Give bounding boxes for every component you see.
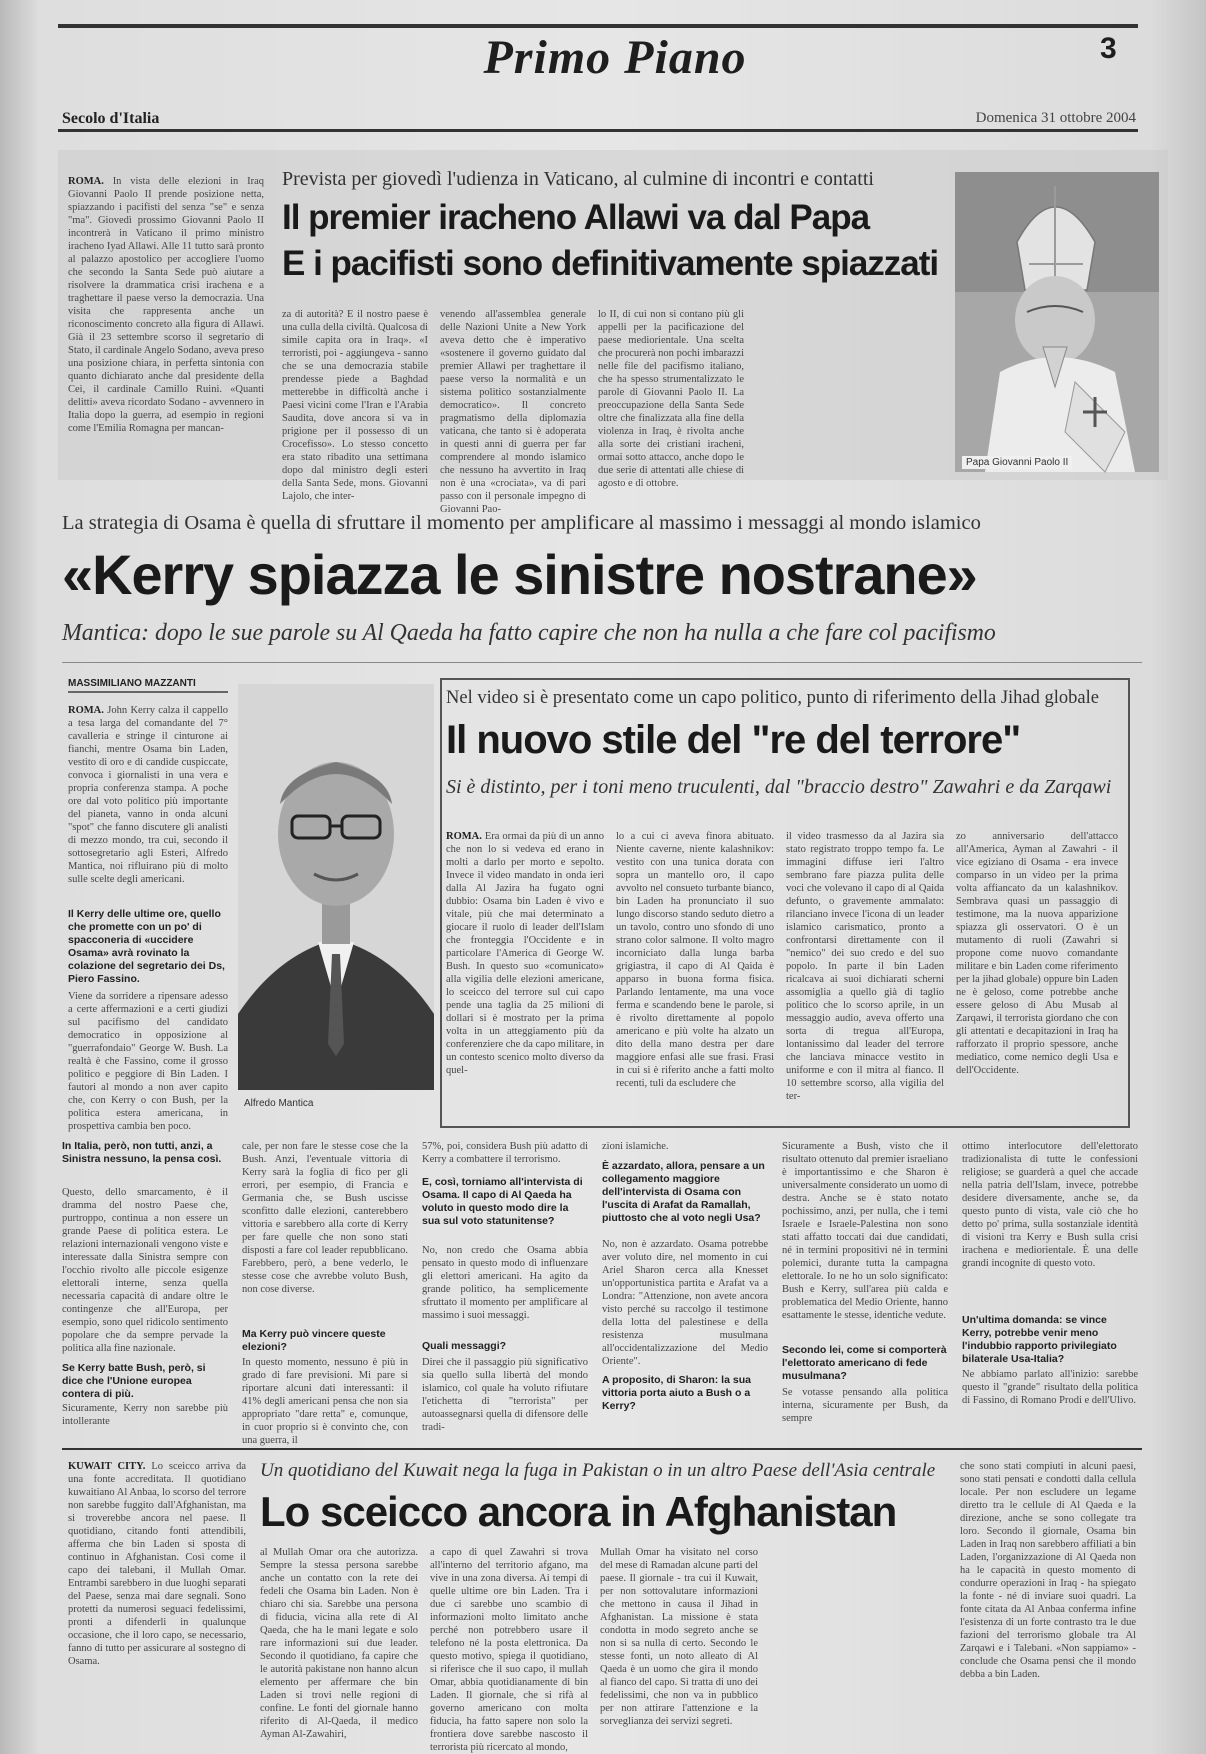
answer-5: No, non credo che Osama abbia pensato in questo modo di influenzare gli elettori americani. Ha agito da grande politico, ha semplicemente sfruttato il momento per amplificare al massimo i suoi messaggi. <box>422 1245 588 1321</box>
lead-text: Lo sceicco arriva da una fonte accreditata. Il quotidiano kuwaitiano Al Anbaa, lo scorso del terrore non sarebbe fuggito dall'Afghanistan, ma si troverebbe ancora nel paese. Il quotidiano, citando fonti attendibili, afferma che bin Laden si sposta di continuo in Afghanistan. Così come il capo dei talebani, il Mullah Omar. Entrambi sarebbero in due luoghi separati del Paese, senza mai dare segnali. Sono protetti da numerosi seguaci fedelissimi, pronti a difenderli in qualunque occasione, che il loro capo, se necessario, fanno di tutto per assicurare al sostegno di Osama. <box>68 1461 247 1667</box>
story1-kicker: Prevista per giovedì l'udienza in Vaticano, al culmine di incontri e contatti <box>282 168 874 190</box>
page-number: 3 <box>1100 32 1117 65</box>
question-10: Un'ultima domanda: se vince Kerry, potrebbe venir meno l'indubbio rapporto privilegiato bilaterale Usa-Italia? <box>962 1314 1117 1365</box>
story1-col4: lo II, di cui non si contano più gli appelli per la pacificazione del paese mediorientale. Una scelta che procurerà non pochi imbarazzi nelle file del pacifismo italiano, che ha spesso strumentalizzato le parole di Giovanni Paolo II. La preoccupazione della Santa Sede oltre che finalizzata alla fine della violenza in Iraq, è rivolta anche alla sorte dei cristiani iracheni, ormai sotto attacco, anche dopo le due serie di attentati alle chiese di agosto e di ottobre. <box>598 309 744 489</box>
lead-text: In vista delle elezioni in Iraq Giovanni Paolo II prende posizione netta, spiazzando i pacifisti del senza "se" e senza "ma". Giovedì prossimo Giovanni Paolo II incontrerà in Vaticano il primo ministro iracheno Iyad Allawi. Alle 11 tutto sarà pronto al palazzo apostolico per accogliere l'uomo che secondo la Santa Sede può aiutare a risolvere la drammatica crisi irachena e a traghettare il paese verso la democrazia. Una visita che rappresenta anche un riconoscimento concreto alla figura di Allawi. Già il 23 settembre scorso il segretario di Stato, il cardinale Angelo Sodano, aveva preso una posizione chiara, in perfetta sintonia con quanto dichiarato anche dal presidente della Cei, il cardinale Camillo Ruini. «Quanti delitti» aveva ricordato Sodano - avvennero in Italia dopo la guerra, ad esempio in regioni come l'Emilia Romagna per mancan- <box>68 176 264 434</box>
story1-headline-1: Il premier iracheno Allawi va dal Papa <box>282 198 870 237</box>
story3-col3: il video trasmesso da al Jazira sia stato registrato troppo tempo fa. Le immagini diffuse ieri l'altro sembrano fare piazza pulita delle voci che volevano il capo di al Qaida defunto, o gravemente ammalato: rilanciano invece l'icona di un leader islamico carismatico, pronto a confrontarsi direttamente con il "nemico" dei suo credo e del suo popolo. In parte il bin Laden ricalcava ai suoi dichiarati scherni assomiglia a quello già di taglio politico che lo scorso aprile, in un messaggio audio, aveva offerto una sorta di tregua all'Europa, lontanissimo dal leader del terrore che lanciava minacce vestito in uniforme e con il mitra al fianco. Il 10 settembre scorso, alla vigilia del ter- <box>786 831 944 1102</box>
story4-rule <box>62 1448 1142 1450</box>
question-6: Quali messaggi? <box>422 1340 507 1352</box>
story2-col2: cale, per non fare le stesse cose che la Bush. Anzi, l'eventuale vittoria di Kerry sarà la foglia di fico per gli errori, per esempio, di Francia e Germania che, se Bush uscisse sconfitto dalle elezioni, canterebbero vittoria e sarebbero alla corte di Kerry per fare quelle che non sono stati disposti a fare col leader repubblicano. Farebbero, però, a bene vederlo, le stesse cose che avrebbe voluto Bush, non cose diverse. <box>242 1141 408 1295</box>
answer-9: Se votasse pensando alla politica interna, sicuramente per Bush, da sempre <box>782 1387 948 1424</box>
story4-col4b <box>770 1546 946 1742</box>
story4-col2: al Mullah Omar ora che autorizza. Sempre la stessa persona sarebbe anche un contatto con la rete dei fedeli che Osama bin Laden. Non è chiaro chi sia. Sarebbe una persona di fiducia, vicina alla rete di Al Qaeda, che ha le mani legate e solo rare informazioni sui due leader. Secondo il quotidiano, fa capire che le autorità pakistane non hanno alcun elemento per affermare che bin Laden si trovi nelle regioni di confine. Le fonti del giornale hanno riferito di Al-Qaeda, il medico Ayman Al-Zawahiri, <box>260 1547 418 1740</box>
story4-kicker: Un quotidiano del Kuwait nega la fuga in Pakistan o in un altro Paese dell'Asia centrale <box>260 1460 936 1481</box>
dateline: ROMA. <box>446 831 482 842</box>
question-8: A proposito, di Sharon: la sua vittoria porta aiuto a Bush o a Kerry? <box>602 1374 751 1412</box>
story3-subhead: Si è distinto, per i toni meno truculenti, dal "braccio destro" Zawahri e da Zarqawi <box>446 776 1112 798</box>
story3-kicker: Nel video si è presentato come un capo politico, punto di riferimento della Jihad globale <box>446 688 1099 708</box>
story2-col3a: 57%, poi, considera Bush più adatto di Kerry a combattere il terrorismo. <box>422 1141 588 1165</box>
answer-6: Direi che il passaggio più significativo sia quello sulla libertà del mondo islamico, col quale ha voluto rifiutare l'etichetta di "terrorista" per autoassegnarsi quella di difensore delle tradi- <box>422 1357 588 1433</box>
story4-col5: che sono stati compiuti in alcuni paesi, sono stati pensati e condotti dalla cellula locale. Per non escludere un legame diretto tra le cellule di Al Qaeda e la direzione, anche se sono collegate tra loro. Secondo il giornale, Osama bin Laden in Iraq non sarebbero affiliati a bin Laden, l'organizzazione di Al Qaeda non ha le capacità in questo momento di condurre operazioni in Iraq - ha spiegato la fonte - né di inviare suoi quadri. La fonte citata da Al Anbaa conferma infine l'esistenza di un forte contrasto tra le due fazioni del terrorismo globale tra Al Zarqawi e i Talebani. «Non sappiamo» - conclude che Osama pensi che il mondo debba a bin Laden. <box>960 1461 1136 1680</box>
story4-lead <box>68 1460 246 1740</box>
question-5: E, così, torniamo all'intervista di Osama. Il capo di Al Qaeda ha voluto in questo modo dire la sua sul voto statunitense? <box>422 1176 583 1227</box>
story3-headline: Il nuovo stile del "re del terrore" <box>446 718 1021 762</box>
story3-col1 <box>446 830 604 1116</box>
newspaper-name: Secolo d'Italia <box>62 110 160 127</box>
question-1: Il Kerry delle ultime ore, quello che promette con un po' di spacconeria di «uccidere Osama» avrà rovinato la colazione del segretario dei Ds, Piero Fassino. <box>68 908 225 985</box>
question-7: È azzardato, allora, pensare a un collegamento maggiore dell'intervista di Osama con l'uscita di Arafat da Ramallah, piuttosto che al voto negli Usa? <box>602 1160 765 1224</box>
mantica-photo-caption: Alfredo Mantica <box>244 1098 314 1109</box>
column-text: Era ormai da più di un anno che non lo si vedeva ed erano in molti a darlo per morto e sepolto. Invece il video mandato in onda ieri dalla Al Jazira ha fugato ogni dubbio: Osama bin Laden è vivo e vitale, più che mai determinato a giocare il ruolo di leader dell'Islam che fronteggia l'Occidente e in particolare l'America di George W. Bush. In questo suo «comunicato» alla vigilia delle elezioni americane, lo sceicco del terrore sul cui capo pende una taglia da 25 milioni di dollari si è mostrato per la prima volta in un atteggiamento più da conferenziere che da capo militare, in un contesto scenico molto diverso da quel- <box>446 831 605 1076</box>
story2-byline: MASSIMILIANO MAZZANTI <box>68 678 228 693</box>
answer-1: Viene da sorridere a ripensare adesso a certe affermazioni e a certi giudizi sul pacifismo del candidato democratico in opposizione al "guerrafondaio" George W. Bush. La realtà è che Fassino, come il grosso politico e peggiore di Bin Laden. I fautori al mondo a non aver capito che, con Kerry o con Bush, per la politica estera americana, in prospettiva cambia ben poco. <box>68 991 228 1132</box>
story2-col1-top <box>68 704 228 898</box>
top-rule <box>58 24 1138 28</box>
story3-col4: zo anniversario dell'attacco all'America, Ayman al Zawahri - il vice egiziano di Osama - era invece comparso in un video per la prima volta affiancato da un kalashnikov. Sembrava quasi un passaggio di testimone, ma la nuova apparizione spiazza gli osservatori. O è un mutamento di ruoli (Zawahri si propone come nuovo comandante militare e bin Laden come riferimento per la jihad globale) oppure bin Laden ne è geloso, come potrebbe anche essere geloso di Abu Musab al Zarqawi, il terrorista giordano che con gli attentati e decapitazioni in Iraq ha rafforzato il proprio spessore, anche mediatico, come nemico degli Usa e dell'Occidente. <box>956 831 1118 1076</box>
issue-date: Domenica 31 ottobre 2004 <box>975 110 1136 126</box>
dateline: ROMA. <box>68 705 104 716</box>
story2-headline: «Kerry spiazza le sinistre nostrane» <box>62 543 977 606</box>
question-3: Se Kerry batte Bush, però, si dice che l'Unione europea contera di più. <box>62 1362 206 1400</box>
story1-lead <box>68 175 264 485</box>
answer-3: Sicuramente, Kerry non sarebbe più intollerante <box>62 1403 228 1427</box>
story4-col4: Mullah Omar ha visitato nel corso del mese di Ramadan alcune parti del paese. Il giornale - tra cui il Kuwait, per non sottovalutare informazioni che mettono in causa il Jihad in Afghanistan. La missione è stata condotta in modo segreto anche se non si sa nulla di certo. Secondo le stesse fonti, un noto alleato di Al Qaeda è un uomo che gira il mondo al fianco del capo. Si tratta di uno dei fedelissimi, che non va in pubblico per non attirare l'attenzione e la sorveglianza dei servizi segreti. <box>600 1547 758 1727</box>
mantica-photo-illustration <box>238 684 434 1090</box>
dateline: ROMA. <box>68 176 104 187</box>
story2-col4a: zioni islamiche. <box>602 1141 669 1152</box>
story1-headline-2: E i pacifisti sono definitivamente spiazzati <box>282 244 939 283</box>
lead-text: John Kerry calza il cappello a tesa larga del comandante del 7° cavalleria e stringe il cinturone ai fianchi, mentre Osama bin Laden, vestito di oro e di candide cuspiccate, convoca i giornalisti in una vera e propria conferenza stampa. A poche ore dal voto politico più importante del pianeta, vanno in onda alcuni "spot" che fanno discutere gli analisti di mezzo mondo, tra cui, secondo il sottosegretario agli Esteri, Alfredo Mantica, noi rifluirano più di molto sulle scelte degli americani. <box>68 705 228 885</box>
mantica-photo <box>238 684 434 1090</box>
story2-col6: ottimo interlocutore dell'elettorato tradizionalista di tutte le confessioni religiose; se guarderà a quel che accade nella patria dell'Islam, invece, potrebbe desidere diversamente, anche se, da questo punto di vista, vale ciò che ho detto po' prima, sulla sostanziale identità di visioni tra Kerry e Bush sulla crisi irachena e mediorientale. È una delle grandi incognite di questo voto. <box>962 1141 1138 1269</box>
story3-col2: lo a cui ci aveva finora abituato. Niente caverne, niente kalashnikov: vestito con una tunica dorata con sopra un mantello oro, il capo avvolto nel consueto turbante bianco, bin Laden ha pronunciato il suo lungo discorso stando seduto dietro a un tavolo, contro uno sfondo di uno strano color salmone. Il volto magro incorniciato dalla lunga barba grigiastra, il capo di Al Qaida è apparso in buona forma fisica. Parlando lentamente, ma una voce ferma e scandendo bene le parole, si è rivolto direttamente al popolo americano e più volte ha alzato un dito della mano destra per dare maggiore enfasi alle sue frasi. Frasi in cui si è riferito anche a fatti molto recenti, tuli da escludere che <box>616 831 774 1089</box>
dateline: KUWAIT CITY. <box>68 1461 146 1472</box>
answer-4: In questo momento, nessuno è più in grado di fare previsioni. Mi pare si riportare alcuni dati interessanti: il 41% degli americani pensa che non sia appropriato "dare retta" e, comunque, in cuor proprio si è convinto che, con una guerra, il <box>242 1357 408 1446</box>
story1-col3: venendo all'assemblea generale delle Nazioni Unite a New York aveva detto che è imperativo «sostenere il governo guidato dal premier Allawi per traghettare il paese verso la normalità e un sistema politico sostanzialmente democratico». Il concreto pragmatismo della diplomazia vaticana, che tanto si è adoperata in questi anni di guerra per far comprendere al mondo islamico che nessuno ha avvertito in Iraq non è una «crociata», va di pari passo con il personale impegno di Giovanni Pao- <box>440 309 586 515</box>
story2-rule <box>62 662 1142 663</box>
masthead-rule <box>58 129 1138 132</box>
answer-7: No, non è azzardato. Osama potrebbe aver voluto dire, nel momento in cui Ariel Sharon cerca alla Knesset un'opportunistica partita e Arafat va a Londra: "Attenzione, non avete ancora visto perché su raccolgo il testimone della lotta del palestinese e della resistenza musulmana all'occidentalizzazione del Medio Oriente". <box>602 1239 768 1367</box>
answer-10: Ne abbiamo parlato all'inizio: sarebbe questo il "grande" risultato della politica di Fassino, di Romano Prodi e dell'Ulivo. <box>962 1369 1138 1406</box>
story2-subhead: Mantica: dopo le sue parole su Al Qaeda ha fatto capire che non ha nulla a che fare col pacifismo <box>62 620 996 646</box>
story4-col3: a capo di quel Zawahri si trova all'interno del territorio afgano, ma vive in una zona diversa. Ai tempi di quelle ultime ore bin Laden. Tra i due ci sarebbe uno scambio di informazioni molto limitato anche perché non potrebbero usare il telefono né la posta elettronica. Da questo motivo, spiega il quotidiano, si riferisce che il suo capo, il mullah Omar, abbia quotidianamente di bin Laden. Il giornale, che si rifà al governo americano con molta fiducia, ha fatto sapere non solo la frontiera dove sarebbe nascosto il terrorista più ricercato al mondo, <box>430 1547 588 1753</box>
story1-col2: za di autorità? E il nostro paese è una culla della civiltà. Qualcosa di simile capita ora in Iraq». «I terroristi, poi - aggiungeva - sanno che se una democrazia stabile prendesse piede a Baghdad metterebbe in difficoltà anche i Paesi vicini come l'Iran e l'Arabia Saudita, dove ancora si va in prigione per il possesso di un Crocefisso». Lo stesso concetto era stato ribadito una settimana dopo dal ministro degli esteri della Santa Sede, mons. Giovanni Lajolo, che inter- <box>282 309 428 502</box>
pope-photo <box>955 172 1159 472</box>
section-title: Primo Piano <box>483 31 747 84</box>
pope-photo-caption: Papa Giovanni Paolo II <box>962 456 1072 469</box>
pope-photo-illustration <box>955 172 1159 472</box>
story2-col5: Sicuramente a Bush, visto che il risultato ottenuto dal premier israeliano è importantissimo e che Sharon è universalmente considerato un uomo di destra. Anche se è stato notato pochissimo, anzi, per nulla, che i temi Israele e Israele-Palestina non sono stati affatto toccati dai due candidati, né in termini propositivi né in termini polemici, durante tutta la campagna elettorale. Io ne ho un solo significato: Bush e Kerry, sull'area più calda e problematica del Medio Oriente, hanno esattamente le stesse, identiche vedute. <box>782 1141 948 1321</box>
story4-headline: Lo sceicco ancora in Afghanistan <box>260 1488 897 1535</box>
question-2: In Italia, però, non tutti, anzi, a Sinistra nessuno, la pensa così. <box>62 1140 222 1165</box>
question-4: Ma Kerry può vincere queste elezioni? <box>242 1328 386 1353</box>
story2-kicker: La strategia di Osama è quella di sfruttare il momento per amplificare al massimo i messaggi al mondo islamico <box>62 512 981 534</box>
answer-2: Questo, dello smarcamento, è il dramma del nostro Paese che, purtroppo, continua a non essere un grande Paese di politica estera. Le relazioni internazionali vengono viste e interessate dalla Sinistra sempre con l'occhio rivolto alle piccole esigenze elettorali interne, senza quella necessaria capacità di andare oltre le contingenze che all'Europa, per esempio, sono quel ridicolo sentimento popolare che da sempre pervade la politica alla fine nazionale. <box>62 1187 228 1354</box>
question-9: Secondo lei, come si comporterà l'elettorato americano di fede musulmana? <box>782 1344 947 1382</box>
